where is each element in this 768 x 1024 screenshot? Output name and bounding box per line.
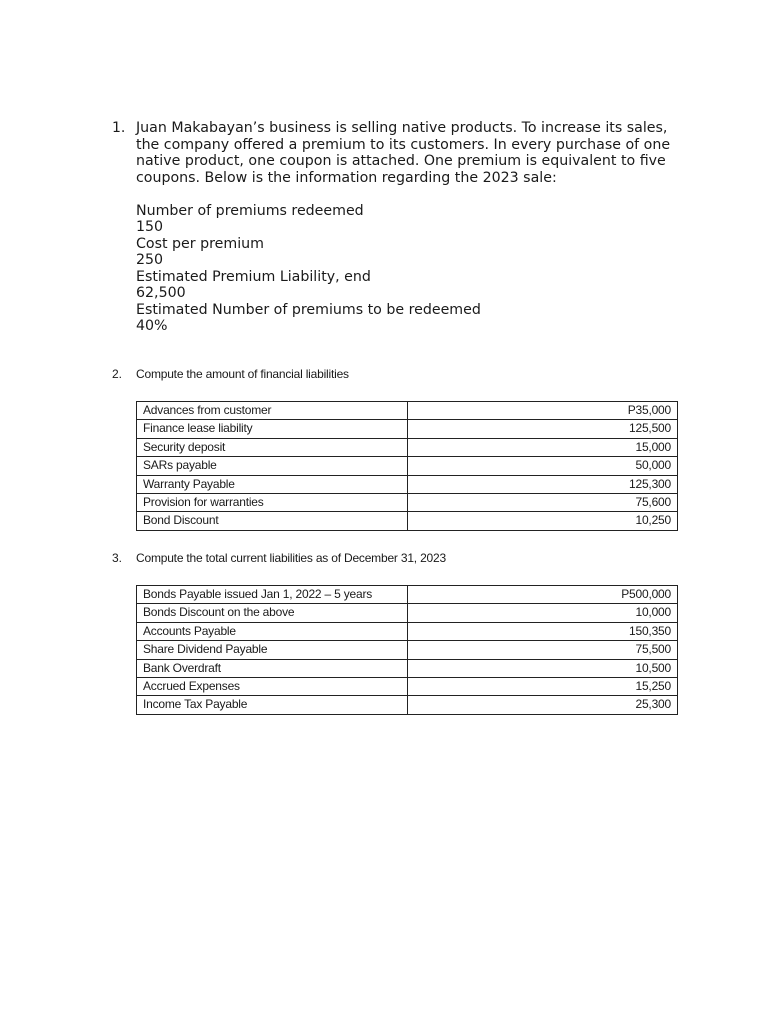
row-label: Warranty Payable [137, 475, 408, 493]
info-label: Estimated Premium Liability, end [136, 268, 371, 285]
table-row [137, 420, 678, 438]
question-1-paragraph [136, 120, 672, 186]
paragraph-line: the company offered a premium to its customers. In every purchase of one [136, 136, 671, 153]
table-row [137, 678, 678, 696]
info-label: Estimated Number of premiums to be redeemed [136, 301, 481, 318]
table-row [137, 586, 678, 604]
row-label: Bonds Discount on the above [137, 604, 408, 622]
table-row [137, 659, 678, 677]
table-row [137, 402, 678, 420]
row-value: 10,250 [408, 512, 678, 530]
row-label: Share Dividend Payable [137, 641, 408, 659]
row-value: P500,000 [408, 586, 678, 604]
row-label: Provision for warranties [137, 494, 408, 512]
row-value: 125,500 [408, 420, 678, 438]
row-value: 75,600 [408, 494, 678, 512]
table-row [137, 457, 678, 475]
table-row [137, 438, 678, 456]
question-number: 2. [112, 367, 123, 381]
info-value: 40% [136, 318, 168, 334]
row-value: 150,350 [408, 622, 678, 640]
row-label: Accounts Payable [137, 622, 408, 640]
row-value: 15,250 [408, 678, 678, 696]
financial-liabilities-table [136, 401, 678, 531]
question-2-text: Compute the amount of financial liabilities [136, 367, 349, 381]
table-row [137, 696, 678, 714]
question-2 [112, 366, 349, 382]
paragraph-line: native product, one coupon is attached. One premium is equivalent to five [136, 153, 666, 169]
row-label: Bond Discount [137, 512, 408, 530]
table-row [137, 512, 678, 530]
info-label: Cost per premium [136, 235, 264, 252]
row-label: Advances from customer [137, 402, 408, 420]
question-1 [112, 120, 672, 335]
table-row [137, 622, 678, 640]
row-label: Accrued Expenses [137, 678, 408, 696]
row-value: P35,000 [408, 402, 678, 420]
question-number: 3. [112, 551, 123, 565]
row-label: Bank Overdraft [137, 659, 408, 677]
table-row [137, 604, 678, 622]
paragraph-line: Juan Makabayan’s business is selling native products. To increase its sales, [136, 120, 668, 136]
premium-info-list [136, 203, 672, 335]
info-value: 250 [136, 252, 164, 268]
row-value: 10,000 [408, 604, 678, 622]
question-number: 1. [112, 120, 126, 136]
row-value: 15,000 [408, 438, 678, 456]
paragraph-line: coupons. Below is the information regarding the 2023 sale: [136, 169, 557, 186]
row-label: Security deposit [137, 438, 408, 456]
table-row [137, 494, 678, 512]
row-value: 125,300 [408, 475, 678, 493]
row-label: Income Tax Payable [137, 696, 408, 714]
row-value: 25,300 [408, 696, 678, 714]
row-value: 75,500 [408, 641, 678, 659]
table-row [137, 641, 678, 659]
row-label: Finance lease liability [137, 420, 408, 438]
info-label: Number of premiums redeemed [136, 202, 364, 219]
current-liabilities-table [136, 585, 678, 715]
info-value: 150 [136, 219, 164, 235]
question-3 [112, 550, 446, 566]
info-value: 62,500 [136, 285, 186, 301]
row-value: 10,500 [408, 659, 678, 677]
row-value: 50,000 [408, 457, 678, 475]
row-label: Bonds Payable issued Jan 1, 2022 – 5 years [137, 586, 408, 604]
question-3-text: Compute the total current liabilities as of December 31, 2023 [136, 551, 446, 565]
row-label: SARs payable [137, 457, 408, 475]
table-row [137, 475, 678, 493]
